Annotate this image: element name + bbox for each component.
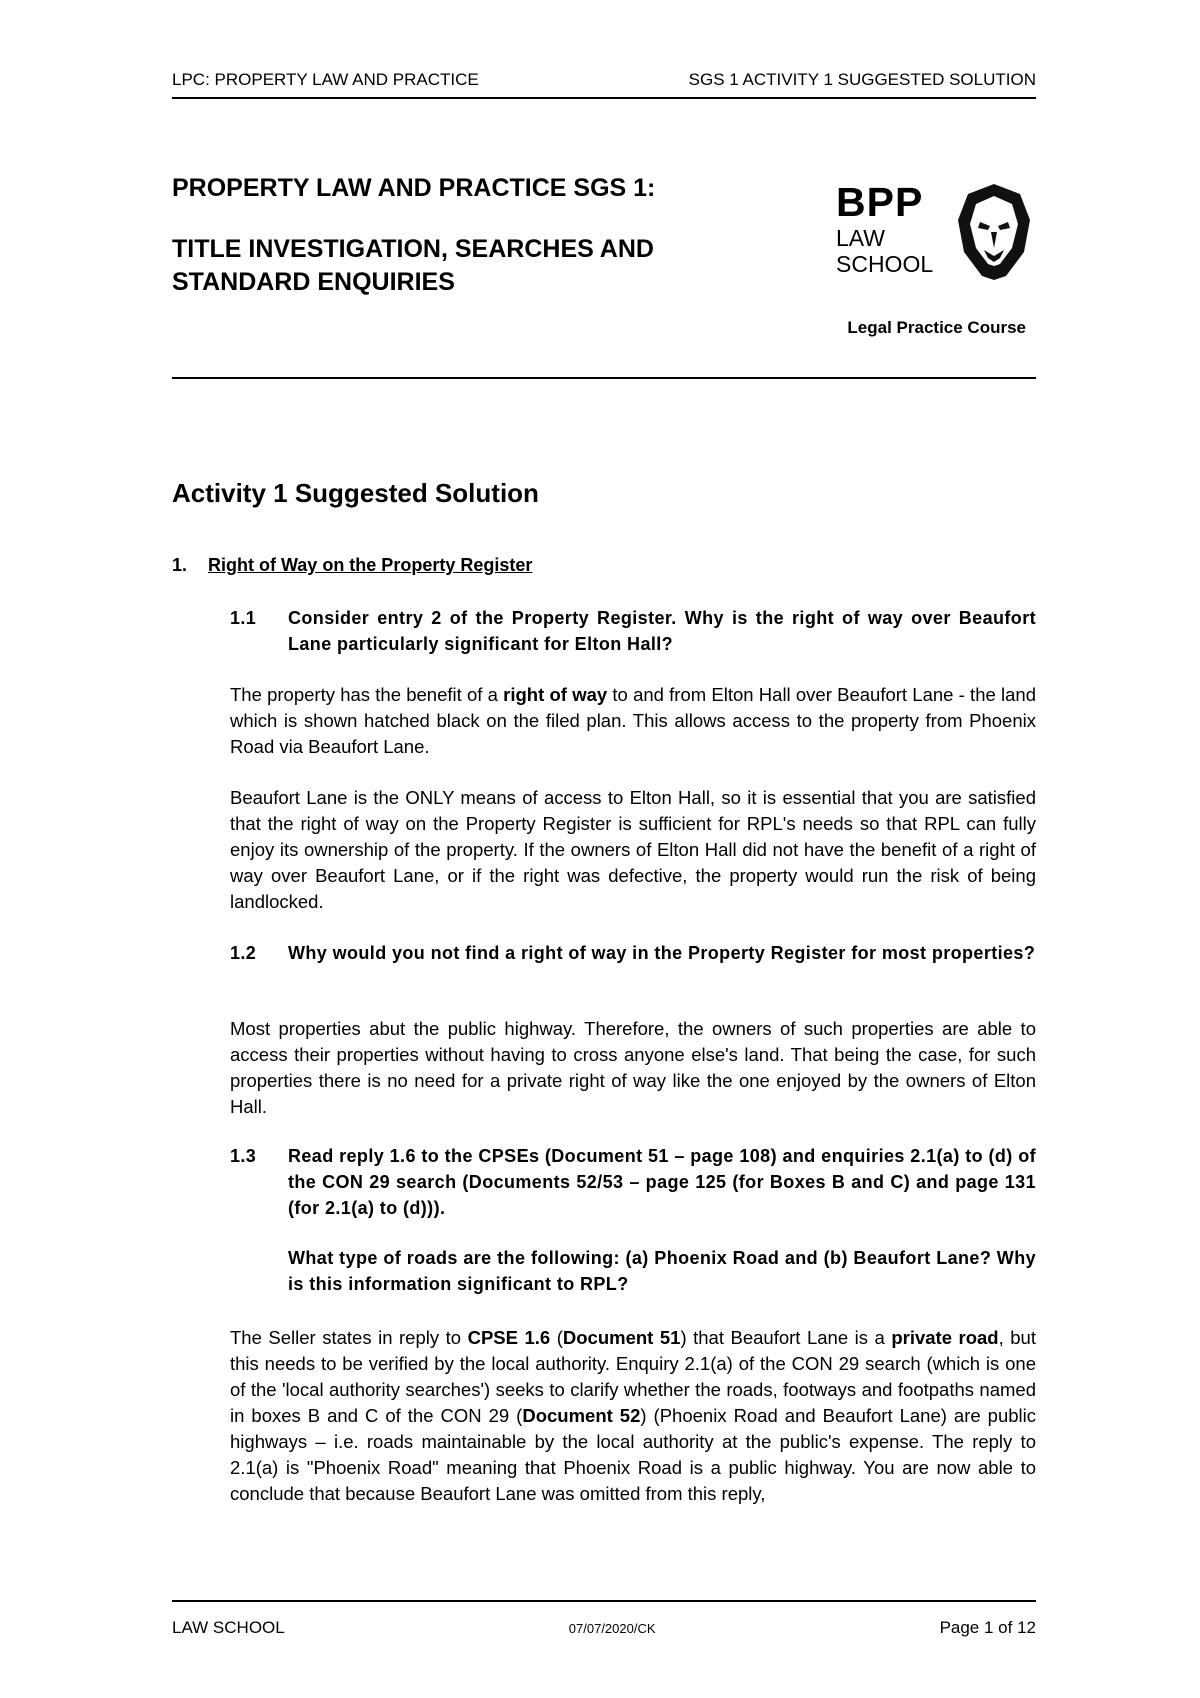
- bold-run: Document 52: [522, 1405, 641, 1426]
- doc-title-line3: STANDARD ENQUIRIES: [172, 268, 455, 296]
- section-number: 1.: [172, 555, 188, 575]
- section-heading-1: [172, 555, 532, 576]
- footer-left: LAW SCHOOL: [172, 1618, 285, 1637]
- activity-title: Activity 1 Suggested Solution: [172, 478, 539, 508]
- question-1-3: [230, 1143, 1036, 1297]
- bold-run: right of way: [503, 684, 608, 705]
- bold-run: private road: [891, 1327, 999, 1348]
- answer-1-1-paragraph-1: [230, 682, 1036, 760]
- answer-1-1-paragraph-2: Beaufort Lane is the ONLY means of access to Elton Hall, so it is essential that you are satisfied that the right of way on the Property Register is sufficient for RPL's needs so that RPL can fully enjoy its ownership of the property. If the owners of Elton Hall did not have the benefit of a right of way over Beaufort Lane, or if the right was defective, the property would run the risk of being landlocked.: [230, 787, 1036, 912]
- question-number: 1.2: [230, 943, 257, 963]
- text-run: to and from Elton Hall over Beaufort Lane - the land which is shown hatched black on the filed plan. This allows access to the property from Phoenix Road via Beaufort Lane.: [230, 684, 1036, 757]
- doc-title-line1: PROPERTY LAW AND PRACTICE SGS 1:: [172, 174, 656, 202]
- footer-rule: [172, 1600, 1036, 1602]
- header-right: SGS 1 ACTIVITY 1 SUGGESTED SOLUTION: [688, 70, 1036, 89]
- text-run: The Seller states in reply to: [230, 1327, 468, 1348]
- page-number: Page 1 of 12: [939, 1618, 1036, 1637]
- question-number: 1.1: [230, 608, 257, 628]
- page-header: [172, 70, 1036, 90]
- lion-head-icon: [954, 182, 1034, 282]
- bpp-law-school-logo: [836, 180, 1036, 290]
- header-rule: [172, 97, 1036, 99]
- question-1-2: [230, 940, 1036, 966]
- logo-law-text: LAW: [836, 225, 885, 251]
- bold-run: Document 51: [562, 1327, 681, 1348]
- doc-title-line2: TITLE INVESTIGATION, SEARCHES AND: [172, 235, 654, 263]
- logo-bpp-text: BPP: [836, 179, 924, 225]
- text-run: (: [550, 1327, 563, 1348]
- logo-school-text: SCHOOL: [836, 251, 934, 277]
- text-run: The property has the benefit of a: [230, 684, 504, 705]
- answer-1-3: [230, 1325, 1036, 1507]
- text-run: , but this needs to be verified by the local authority. Enquiry 2.1(a) of the CON 29 search (which is one of the 'local authority searches') seeks to clarify whether the roads, footways and footpaths named in boxes B and C of the CON 29 (: [230, 1327, 1036, 1426]
- question-text-2: What type of roads are the following: (a) Phoenix Road and (b) Beaufort Lane? Why is this information significant to RPL?: [288, 1248, 1036, 1294]
- question-text: Consider entry 2 of the Property Register. Why is the right of way over Beaufort Lane particularly significant for Elton Hall?: [288, 608, 1036, 654]
- section-title: Right of Way on the Property Register: [208, 555, 533, 575]
- footer-date: 07/07/2020/CK: [568, 1621, 656, 1636]
- text-run: ) (Phoenix Road and Beaufort Lane) are public highways – i.e. roads maintainable by the local authority at the public's expense. The reply to 2.1(a) is "Phoenix Road" meaning that Phoenix Road is a public highway. You are now able to conclude that because Beaufort Lane was omitted from this reply,: [230, 1405, 1036, 1504]
- header-left: LPC: PROPERTY LAW AND PRACTICE: [172, 70, 479, 89]
- question-text: Why would you not find a right of way in the Property Register for most properties?: [288, 943, 1036, 963]
- question-number: 1.3: [230, 1146, 257, 1166]
- course-label: Legal Practice Course: [847, 318, 1026, 337]
- title-rule: [172, 377, 1036, 379]
- text-run: ) that Beaufort Lane is a: [680, 1327, 892, 1348]
- bold-run: CPSE 1.6: [467, 1327, 551, 1348]
- question-text: Read reply 1.6 to the CPSEs (Document 51 – page 108) and enquiries 2.1(a) to (d) of the CON 29 search (Documents 52/53 – page 125 (for Boxes B and C) and page 131 (for 2.1(a) to (d))).: [288, 1146, 1036, 1218]
- question-1-1: [230, 605, 1036, 657]
- page-footer: [172, 1618, 1036, 1638]
- title-block: [172, 172, 772, 299]
- answer-1-2: Most properties abut the public highway. Therefore, the owners of such properties are able to access their properties without having to cross anyone else's land. That being the case, for such properties there is no need for a private right of way like the one enjoyed by the owners of Elton Hall.: [230, 1018, 1036, 1117]
